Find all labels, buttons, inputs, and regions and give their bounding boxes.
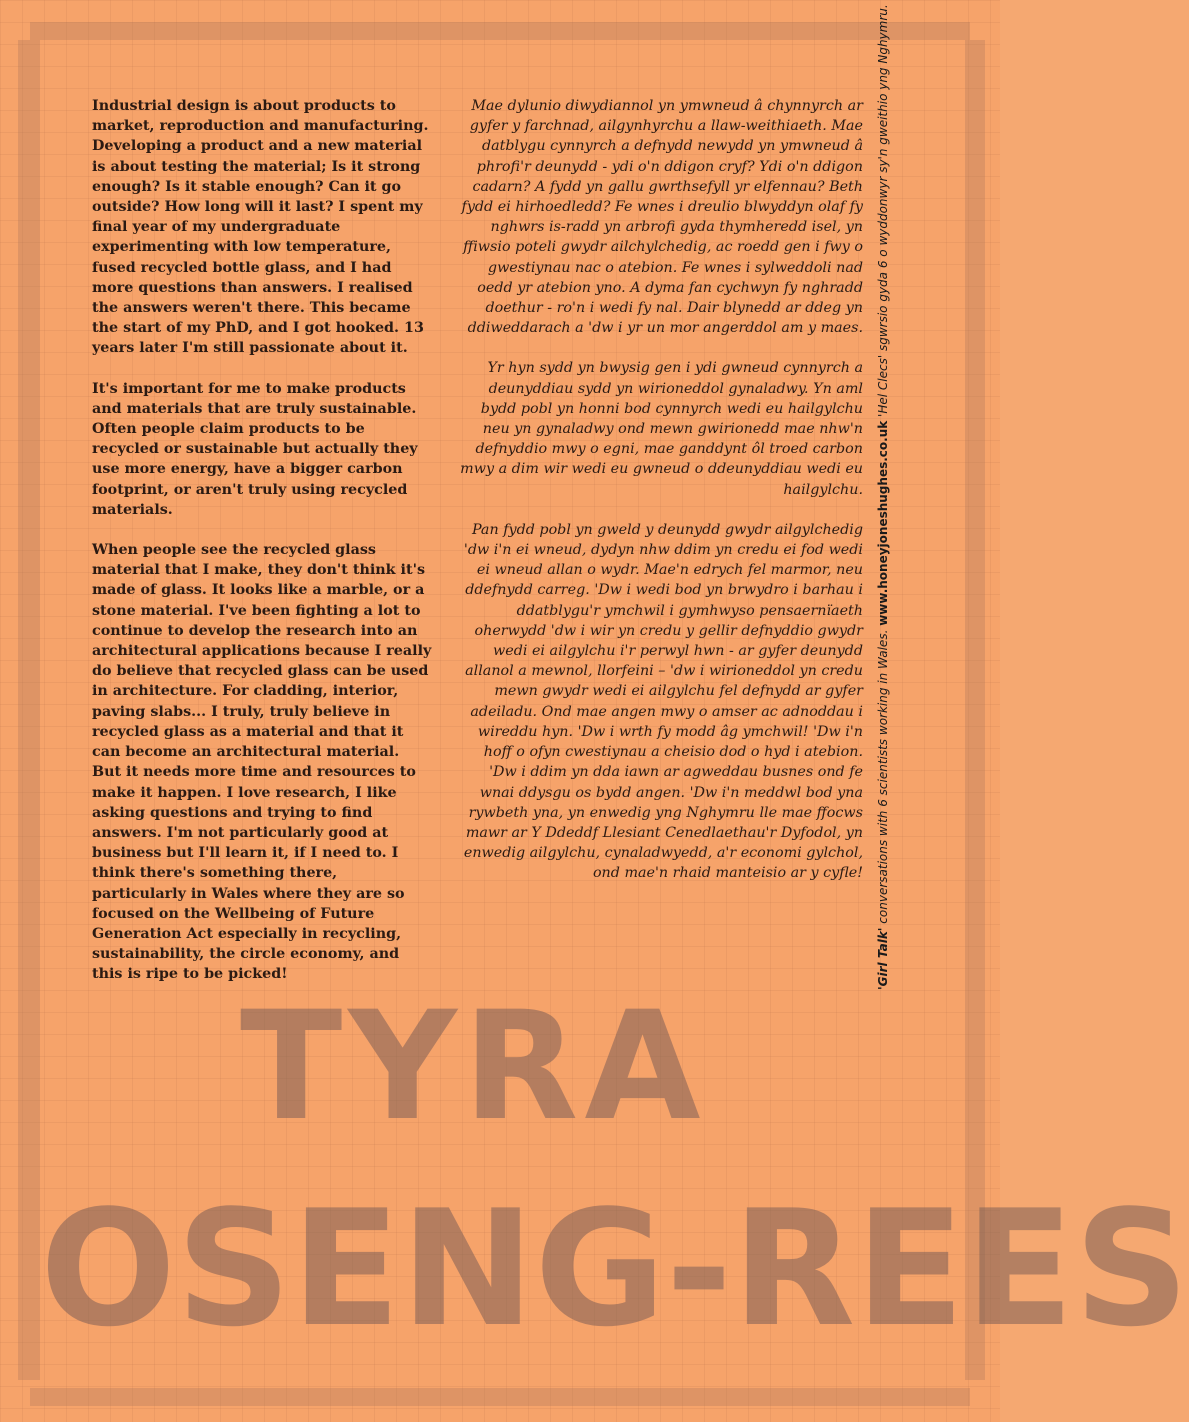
credit-welsh: sgwrsio gyda 6 o wyddonwyr sy'n gweithio yng Nghymru. xyxy=(876,4,890,355)
english-paragraph-1: Industrial design is about products to market, reproduction and manufacturing. Developing a product and a new material is about testing the material; Is it strong enough? Is it stable enough? Can it go outside? How long will it last? I spent my final year of my undergraduate experimenting with low temperature, fused recycled bottle glass, and I had more questions than answers. I realised the answers weren't there. This became the start of my PhD, and I got hooked. 13 years later I'm still passionate about it. xyxy=(92,98,429,357)
name-stamp-first: TYRA xyxy=(240,980,707,1154)
credit-english: conversations with 6 scientists working in Wales. xyxy=(876,625,890,928)
credit-title: 'Girl Talk' xyxy=(876,927,890,990)
credit-welsh-title: 'Hel Clecs' xyxy=(876,354,890,421)
side-credit xyxy=(876,4,890,990)
english-paragraph-2: It's important for me to make products and materials that are truly sustainable. Often people claim products to be recycled or sustainable but actually they use more energy, have a bigger carbon footprint, or aren't truly using recycled materials. xyxy=(92,380,418,518)
english-paragraph-3: When people see the recycled glass material that I make, they don't think it's made of glass. It looks like a marble, or a stone material. I've been fighting a lot to continue to develop the research into an architectural applications because I really do believe that recycled glass can be used in architecture. For cladding, interior, paving slabs... I truly, truly believe in recycled glass as a material and that it can become an architectural material. But it needs more time and resources to make it happen. I love research, I like asking questions and trying to find answers. I'm not particularly good at business but I'll learn it, if I need to. I think there's something there, particularly in Wales where they are so focused on the Wellbeing of Future Generation Act especially in recycling, sustainability, the circle economy, and this is ripe to be picked! xyxy=(92,542,432,983)
name-stamp-last: OSENG-REES xyxy=(40,1175,1189,1362)
welsh-column xyxy=(452,96,863,904)
top-border-strip xyxy=(30,22,970,40)
welsh-paragraph-3: Pan fydd pobl yn gweld y deunydd gwydr ailgylchedig 'dw i'n ei wneud, dydyn nhw ddim yn credu ei fod wedi ei wneud allan o wydr. Mae'n edrych fel marmor, neu ddefnydd carreg. 'Dw i wedi bod yn brwydro i barhau i ddatblygu'r ymchwil i gymhwyso pensaernïaeth oherwydd 'dw i wir yn credu y gellir defnyddio gwydr wedi ei ailgylchu i'r perwyl hwn - ar gyfer deunydd allanol a mewnol, llorfeini – 'dw i wirioneddol yn credu mewn gwydr wedi ei ailgylchu fel defnydd ar gyfer adeiladu. Ond mae angen mwy o amser ac adnoddau i wireddu hyn. 'Dw i wrth fy modd âg ymchwil! 'Dw i'n hoff o ofyn cwestiynau a cheisio dod o hyd i atebion. 'Dw i ddim yn dda iawn ar agweddau busnes ond fe wnai ddysgu os bydd angen. 'Dw i'n meddwl bod yna rywbeth yna, yn enwedig yng Nghymru lle mae ffocws mawr ar Y Ddeddf Llesiant Cenedlaethau'r Dyfodol, yn enwedig ailgylchu, cynaladwyedd, a'r economi gylchol, ond mae'n rhaid manteisio ar y cyfle! xyxy=(463,521,863,882)
left-border-strip xyxy=(18,40,40,1380)
bottom-border-strip xyxy=(30,1388,970,1406)
welsh-paragraph-2: Yr hyn sydd yn bwysig gen i ydi gwneud cynnyrch a deunyddiau sydd yn wirioneddol gynaladwy. Yn aml bydd pobl yn honni bod cynnyrch wedi eu hailgylchu neu yn gynaladwy ond mewn gwirionedd mae nhw'n defnyddio mwy o egni, mae ganddynt ôl troed carbon mwy a dim wir wedi eu gwneud o ddeunyddiau wedi eu hailgylchu. xyxy=(460,360,863,498)
english-column xyxy=(92,96,432,1005)
welsh-paragraph-1: Mae dylunio diwydiannol yn ymwneud â chynnyrch ar gyfer y farchnad, ailgynhyrchu a llaw-weithiaeth. Mae datblygu cynnyrch a defnydd newydd yn ymwneud â phrofi'r deunydd - ydi o'n ddigon cryf? Ydi o'n ddigon cadarn? A fydd yn gallu gwrthsefyll yr elfennau? Beth fydd ei hirhoedledd? Fe wnes i dreulio blwyddyn olaf fy nghwrs is-radd yn arbrofi gyda thymheredd isel, yn ffiwsio poteli gwydr ailchylchedig, ac roedd gen i fwy o gwestiynau nac o atebion. Fe wnes i sylweddoli nad oedd yr atebion yno. A dyma fan cychwyn fy nghradd doethur - ro'n i wedi fy nal. Dair blynedd ar ddeg yn ddiweddarach a 'dw i yr un mor angerddol am y maes. xyxy=(461,98,863,337)
credit-url[interactable]: www.honeyjoneshughes.co.uk xyxy=(876,420,890,626)
